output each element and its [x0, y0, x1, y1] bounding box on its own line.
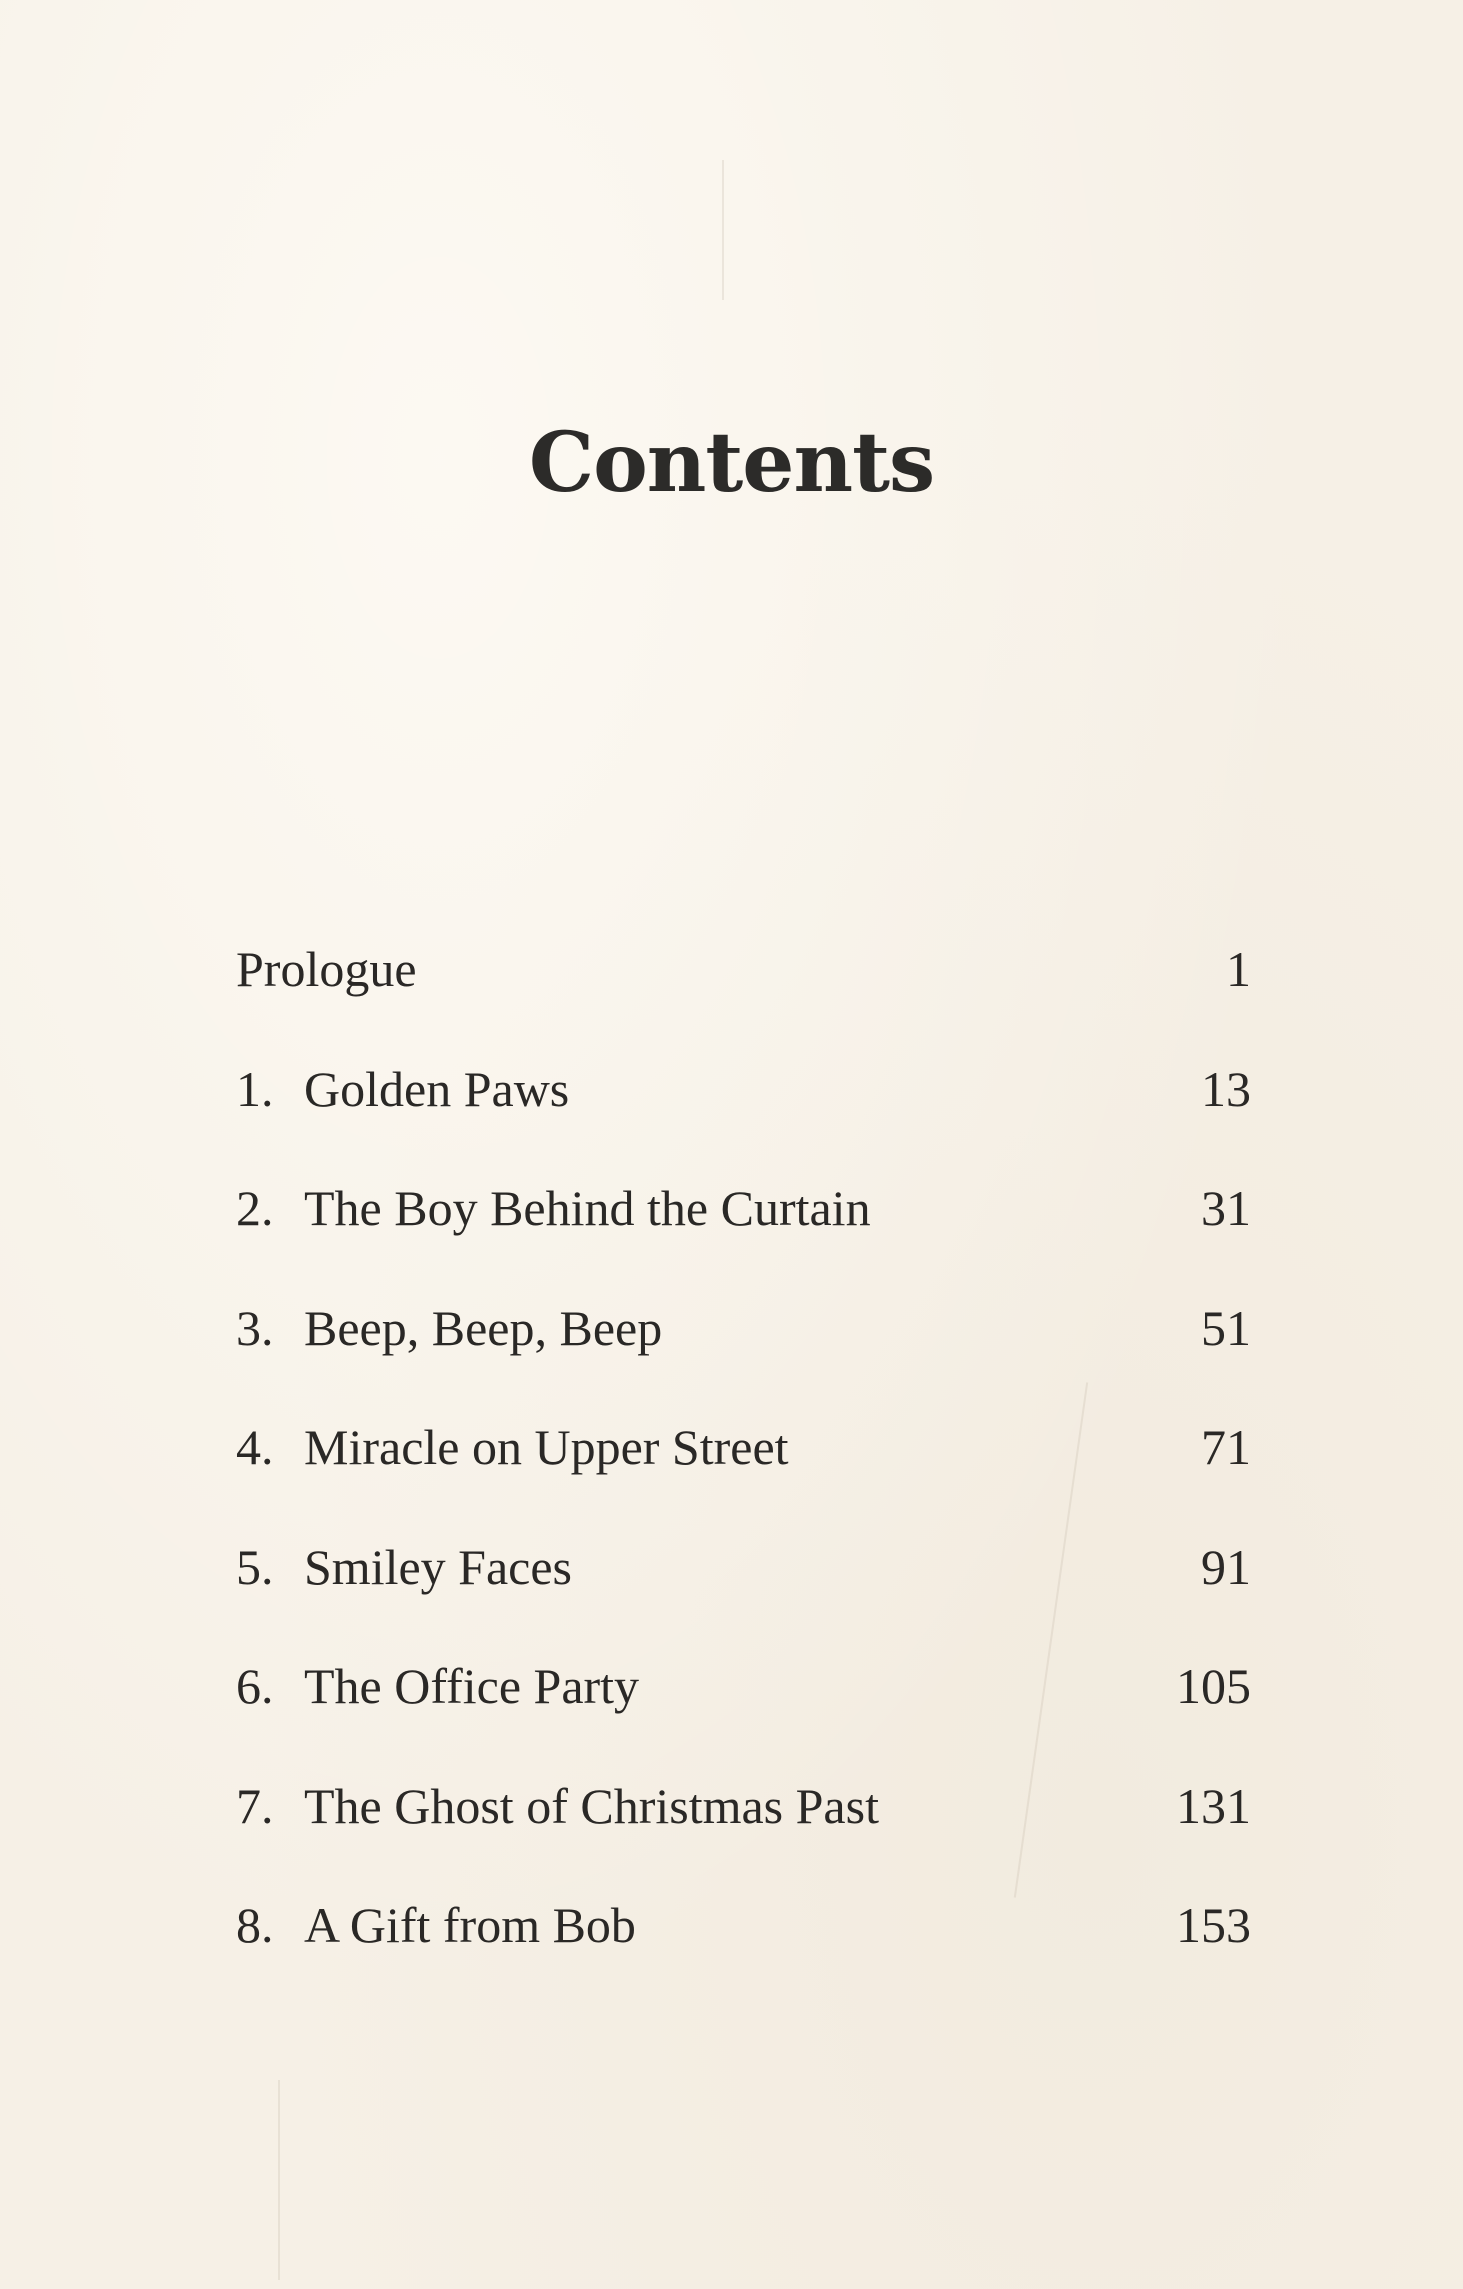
toc-entry-page: 91: [1201, 1538, 1251, 1595]
toc-entry-title: Smiley Faces: [304, 1538, 573, 1595]
toc-entry-title: The Boy Behind the Curtain: [304, 1180, 871, 1236]
toc-entry-number: 3.: [236, 1299, 274, 1356]
toc-entry-page: 131: [1176, 1777, 1251, 1834]
toc-entry: [236, 1299, 1251, 1419]
toc-entry-number: 8.: [236, 1897, 274, 1953]
toc-entry-number: 4.: [236, 1419, 274, 1475]
toc-entry-page: 31: [1201, 1180, 1251, 1236]
page-title: Contents: [528, 415, 935, 511]
table-of-contents: [236, 940, 1251, 2016]
toc-entry-page: 105: [1176, 1658, 1251, 1714]
toc-entry-number: 6.: [236, 1658, 274, 1714]
toc-entry: [236, 1179, 1251, 1299]
toc-entry-title: Prologue: [236, 941, 417, 997]
toc-entry-title: Golden Paws: [304, 1060, 570, 1117]
toc-entry-page: 51: [1201, 1299, 1251, 1356]
paper-crease: [278, 2080, 280, 2280]
toc-entry-title: A Gift from Bob: [304, 1897, 636, 1953]
toc-entry: [236, 1060, 1251, 1180]
toc-entry-page: 153: [1176, 1897, 1251, 1953]
paper-crease: [722, 160, 724, 300]
toc-entry: [236, 1896, 1251, 2016]
toc-entry: [236, 1538, 1251, 1658]
toc-entry: [236, 1657, 1251, 1777]
toc-entry-number: 7.: [236, 1777, 274, 1834]
toc-entry-number: 2.: [236, 1180, 274, 1236]
toc-entry-title: Beep, Beep, Beep: [304, 1299, 663, 1356]
toc-entry-number: 5.: [236, 1538, 274, 1595]
toc-entry-title: Miracle on Upper Street: [304, 1419, 789, 1475]
toc-entry-page: 71: [1201, 1419, 1251, 1475]
toc-entry-page: 1: [1226, 941, 1251, 997]
toc-entry: [236, 1418, 1251, 1538]
toc-entry-number: 1.: [236, 1060, 274, 1117]
toc-entry-page: 13: [1201, 1060, 1251, 1117]
toc-entry: [236, 940, 1251, 1060]
toc-entry-title: The Office Party: [304, 1658, 640, 1714]
toc-entry-title: The Ghost of Christmas Past: [304, 1777, 879, 1834]
toc-entry: [236, 1777, 1251, 1897]
